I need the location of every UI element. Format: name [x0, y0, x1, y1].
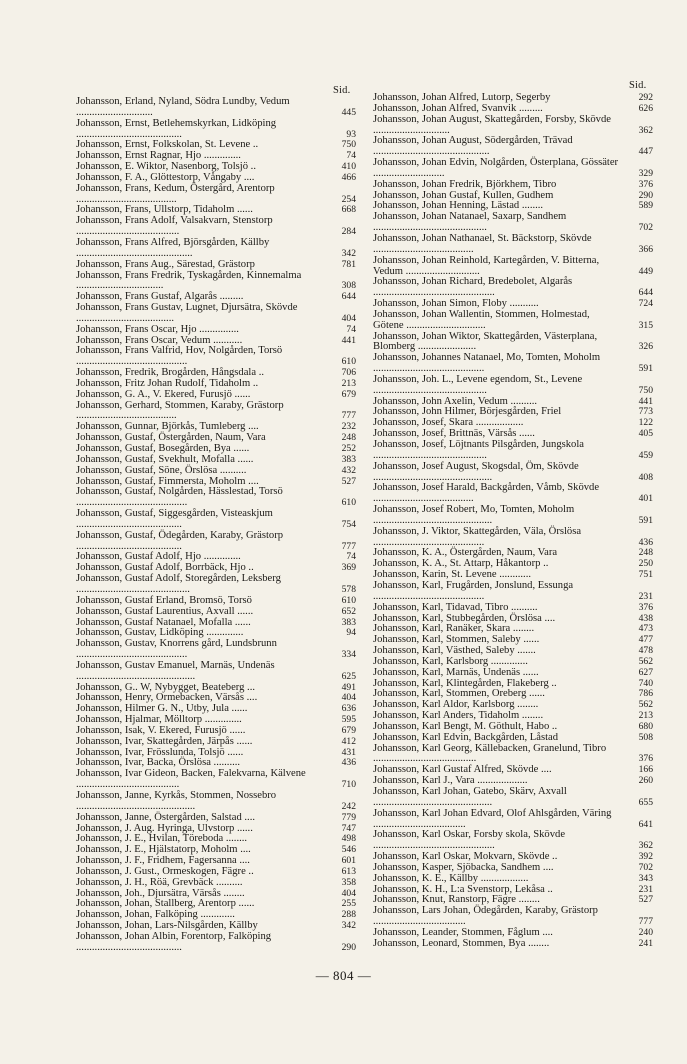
index-entry	[76, 607, 356, 618]
entry-text: Johansson, Karl Bengt, M. Göthult, Habo ..	[373, 720, 558, 732]
index-entry	[373, 603, 653, 614]
entry-text: Johansson, Frans Valfrid, Hov, Nolgården, Torsö ..........................................	[76, 345, 283, 368]
entry-page: 441	[341, 334, 356, 346]
entry-page: 342	[341, 247, 356, 259]
entry-page: 326	[638, 341, 653, 353]
entry-text: Johansson, Lars Johan, Ödegården, Karaby, Grästorp ...................................	[373, 905, 598, 928]
index-entry	[76, 184, 356, 206]
entry-page: 242	[341, 800, 356, 812]
entry-page: 626	[638, 102, 653, 114]
entry-page: 578	[341, 583, 356, 595]
entry-page: 213	[638, 710, 653, 722]
index-entry	[76, 303, 356, 325]
entry-text: Johansson, Ivar, Backa, Örslösa ..........	[76, 757, 241, 769]
entry-page: 362	[638, 124, 653, 136]
entry-page: 750	[341, 139, 356, 151]
entry-page: 334	[341, 649, 356, 661]
index-entry	[373, 332, 653, 354]
entry-text: Johansson, Ivar, Skattegården, Järpås ......	[76, 735, 253, 747]
entry-page: 595	[341, 714, 356, 726]
entry-page: 404	[341, 692, 356, 704]
entry-page: 376	[638, 601, 653, 613]
entry-page: 546	[341, 844, 356, 856]
entry-page: 405	[638, 428, 653, 440]
index-entry	[76, 487, 356, 509]
entry-text: Johansson, Joh. L., Levene egendom, St., Levene ...........................................	[373, 373, 583, 396]
index-entry	[76, 325, 356, 336]
entry-text: Johansson, J. H., Röä, Grevbäck ..........	[76, 876, 243, 888]
index-entry	[76, 531, 356, 553]
entry-text: Johansson, Karl, Västhed, Saleby .......	[373, 645, 536, 657]
entry-page: 240	[638, 926, 653, 938]
entry-text: Johansson, Gustaf Adolf, Borrbäck, Hjo ..	[76, 562, 254, 574]
entry-page: 231	[638, 883, 653, 895]
index-entry	[373, 353, 653, 375]
entry-page: 74	[346, 150, 356, 162]
entry-text: Johansson, Johan Alfred, Svanvik .........	[373, 102, 543, 114]
entry-text: Johansson, Johan, Falköping .............	[76, 909, 235, 921]
entry-text: Johansson, Gustaf, Söne, Örslösa ..........	[76, 464, 247, 476]
entry-text: Johansson, J. Gust., Ormeskogen, Fägre ..	[76, 865, 254, 877]
entry-text: Johansson, Leander, Stommen, Fåglum ....	[373, 926, 553, 938]
entry-page: 668	[341, 204, 356, 216]
entry-page: 652	[341, 605, 356, 617]
entry-text: Johansson, Johan Wiktor, Skattegården, Västerplana, Blomberg ......................	[373, 330, 598, 353]
index-entry	[373, 234, 653, 256]
entry-text: Johansson, Karl, Stommen, Oreberg ......	[373, 688, 545, 700]
index-entry	[373, 744, 653, 766]
entry-page: 408	[638, 471, 653, 483]
entry-page: 610	[341, 356, 356, 368]
entry-text: Johansson, Gustaf, Fimmersta, Moholm ....	[76, 475, 259, 487]
entry-page: 644	[341, 291, 356, 303]
index-entry	[373, 180, 653, 191]
entry-page: 250	[638, 558, 653, 570]
entry-page: 702	[638, 222, 653, 234]
entry-page: 315	[638, 319, 653, 331]
entry-text: Johansson, Ernst Ragnar, Hjo ..............	[76, 150, 241, 162]
entry-text: Johansson, Fritz Johan Rudolf, Tidaholm ..	[76, 377, 259, 389]
entry-text: Johansson, Josef, Brittnäs, Värsås ......	[373, 428, 535, 440]
index-entry	[373, 830, 653, 852]
entry-text: Johansson, J. F., Fridhem, Fagersanna ....	[76, 855, 250, 867]
entry-page: 591	[638, 363, 653, 375]
entry-page: 449	[638, 265, 653, 277]
entry-text: Johansson, Hilmer G. N., Utby, Jula ......	[76, 703, 248, 715]
entry-page: 781	[341, 258, 356, 270]
entry-text: Johansson, Johan Nathanael, St. Bäckstorp, Skövde ......................................	[373, 232, 592, 255]
entry-page: 74	[346, 551, 356, 563]
entry-text: Johansson, Gustaf, Östergården, Naum, Vara	[76, 432, 266, 444]
index-entry	[76, 97, 356, 119]
entry-text: Johansson, Karl, Klintegården, Flakeberg ..	[373, 677, 557, 689]
entry-page: 747	[341, 822, 356, 834]
entry-text: Johansson, Frans, Kedum, Östergård, Arentorp ......................................	[76, 182, 275, 205]
entry-text: Johansson, Gustaf, Nolgården, Hässlestad, Torsö ..........................................	[76, 486, 283, 509]
entry-page: 383	[341, 453, 356, 465]
entry-page: 786	[638, 688, 653, 700]
entry-text: Johansson, J. Aug. Hyringa, Ulvstorp ......	[76, 822, 253, 834]
index-entry	[76, 932, 356, 954]
entry-page: 473	[638, 623, 653, 635]
entry-text: Johansson, Frans Gustav, Lugnet, Djursätra, Skövde .....................................	[76, 302, 298, 324]
entry-text: Johansson, J. Viktor, Skattegården, Väla, Örslösa ..........................................	[373, 525, 582, 548]
index-entry	[373, 483, 653, 505]
index-entry	[76, 466, 356, 477]
entry-text: Johansson, Janne, Kyrkås, Stommen, Nossebro .............................................	[76, 790, 277, 812]
left-column	[76, 97, 356, 954]
index-entry	[373, 136, 653, 158]
entry-text: Johansson, Frans Alfred, Björsgården, Källby ............................................	[76, 236, 270, 259]
entry-page: 290	[341, 941, 356, 953]
entry-text: Johansson, G. A., V. Ekered, Furusjö ......	[76, 388, 251, 400]
entry-page: 260	[638, 775, 653, 787]
entry-text: Johansson, Karl Oskar, Forsby skola, Skövde ..............................................	[373, 829, 566, 852]
index-entry	[373, 256, 653, 278]
entry-text: Johansson, Johan, Stallberg, Arentorp ......	[76, 898, 255, 910]
index-entry	[76, 119, 356, 141]
entry-page: 627	[638, 666, 653, 678]
index-entry	[373, 375, 653, 397]
entry-page: 441	[638, 395, 653, 407]
entry-text: Johansson, Frans Oscar, Hjo ...............	[76, 323, 239, 335]
entry-page: 290	[638, 189, 653, 201]
entry-page: 404	[341, 887, 356, 899]
index-entry	[76, 737, 356, 748]
index-entry	[76, 574, 356, 596]
entry-text: Johansson, Josef August, Skogsdal, Öm, Skövde .............................................	[373, 460, 579, 483]
entry-page: 773	[638, 406, 653, 418]
entry-text: Johansson, Karl, Frugården, Jonslund, Essunga ..........................................	[373, 579, 574, 602]
index-entry	[373, 158, 653, 180]
entry-text: Johansson, Gerhard, Stommen, Karaby, Grästorp ......................................	[76, 399, 284, 422]
entry-page: 777	[341, 540, 356, 552]
entry-text: Johansson, Gustaf, Svekhult, Mofalla ......	[76, 453, 254, 465]
entry-page: 438	[638, 612, 653, 624]
entry-text: Johansson, Gunnar, Björkås, Tumleberg ....	[76, 421, 259, 433]
entry-text: Johansson, Karl, Karlsborg ..............	[373, 655, 528, 667]
right-column	[373, 93, 653, 950]
entry-text: Johansson, Gustav, Knorrens gård, Lundsbrunn ..........................................	[76, 638, 277, 661]
entry-text: Johansson, Gustaf, Bosegården, Bya ......	[76, 443, 250, 454]
entry-page: 432	[341, 464, 356, 476]
index-entry	[373, 277, 653, 299]
entry-page: 679	[341, 724, 356, 736]
entry-text: Johansson, Johan August, Södergården, Trävad ............................................	[373, 135, 573, 158]
entry-page: 679	[341, 388, 356, 400]
entry-page: 601	[341, 855, 356, 867]
entry-page: 491	[341, 681, 356, 693]
entry-page: 750	[638, 384, 653, 396]
index-entry	[373, 733, 653, 744]
entry-page: 122	[638, 417, 653, 429]
entry-text: Johansson, Karin, St. Levene ............	[373, 569, 532, 581]
page-number: — 804 —	[315, 968, 372, 983]
entry-text: Johansson, Johan, Lars-Nilsgården, Källby	[76, 920, 258, 932]
entry-text: Johansson, Karl Johan Edvard, Olof Ahlsgården, Väring ...................................	[373, 807, 612, 830]
entry-text: Johansson, Isak, V. Ekered, Furusjö ......	[76, 724, 246, 736]
index-entry	[76, 216, 356, 238]
entry-text: Johansson, Johan Richard, Bredebolet, Algarås ..............................................	[373, 276, 573, 299]
entry-page: 589	[638, 200, 653, 212]
entry-page: 288	[341, 909, 356, 921]
index-entry	[373, 440, 653, 462]
entry-page: 610	[341, 497, 356, 509]
entry-page: 459	[638, 449, 653, 461]
entry-text: Johansson, Gustaf Adolf, Storegården, Leksberg ...........................................	[76, 573, 281, 595]
entry-page: 706	[341, 367, 356, 379]
index-entry	[373, 809, 653, 831]
entry-text: Johansson, Josef Robert, Mo, Tomten, Moholm .............................................	[373, 504, 575, 526]
entry-page: 241	[638, 937, 653, 949]
entry-page: 613	[341, 865, 356, 877]
index-entry	[373, 906, 653, 928]
index-entry	[373, 212, 653, 234]
entry-page: 213	[341, 377, 356, 389]
entry-page: 252	[341, 443, 356, 454]
entry-page: 710	[341, 779, 356, 791]
index-entry	[76, 346, 356, 368]
entry-text: Johansson, John Axelin, Vedum ..........	[373, 395, 538, 407]
entry-text: Johansson, Joh., Djursätra, Värsås ........	[76, 887, 245, 899]
entry-text: Johansson, John Hilmer, Börjesgården, Friel	[373, 406, 562, 418]
entry-text: Johansson, Karl, Tidavad, Tibro ..........	[373, 601, 538, 613]
entry-text: Johansson, Johannes Natanael, Mo, Tomten, Moholm ..........................................	[373, 352, 601, 375]
entry-text: Johansson, Johan Henning, Lästad ........	[373, 200, 544, 212]
entry-text: Johansson, K. A., St. Attarp, Håkantorp ..	[373, 558, 549, 570]
entry-page: 232	[341, 421, 356, 433]
entry-text: Johansson, Johan Alfred, Lutorp, Segerby	[373, 92, 551, 103]
entry-text: Johansson, Karl Oskar, Mokvarn, Skövde ..	[373, 851, 558, 863]
entry-text: Johansson, Frans Aug., Särestad, Grästorp	[76, 258, 255, 270]
index-entry	[373, 939, 653, 950]
entry-text: Johansson, K. E., Källby ..................	[373, 872, 529, 884]
index-entry	[373, 668, 653, 679]
entry-page: 702	[638, 861, 653, 873]
entry-page: 255	[341, 898, 356, 910]
entry-page: 231	[638, 590, 653, 602]
index-entry	[76, 271, 356, 293]
index-entry	[373, 874, 653, 885]
entry-text: Johansson, Gustav Emanuel, Marnäs, Undenäs .............................................	[76, 659, 275, 682]
entry-text: Johansson, Karl, Marnäs, Undenäs ......	[373, 666, 539, 678]
entry-text: Johansson, Leonard, Stommen, Bya ........	[373, 937, 550, 949]
entry-text: Johansson, Karl, Stubbegården, Örslösa ....	[373, 612, 556, 624]
index-entry	[76, 791, 356, 813]
entry-page: 366	[638, 243, 653, 255]
entry-page: 308	[341, 280, 356, 292]
entry-page: 248	[638, 547, 653, 559]
entry-page: 641	[638, 818, 653, 830]
entry-page: 724	[638, 298, 653, 310]
entry-text: Johansson, Karl, Stommen, Saleby ......	[373, 634, 540, 646]
index-entry	[373, 115, 653, 137]
entry-page: 329	[638, 167, 653, 179]
entry-page: 248	[341, 432, 356, 444]
index-entry	[76, 769, 356, 791]
entry-page: 343	[638, 872, 653, 884]
entry-page: 412	[341, 735, 356, 747]
entry-text: Johansson, Gustaf Laurentius, Axvall ......	[76, 605, 254, 617]
index-entry	[373, 787, 653, 809]
entry-text: Johansson, Josef, Löjtnants Pilsgården, Jungskola ...........................................	[373, 439, 584, 461]
entry-text: Johansson, F. A., Glöttestorp, Vångaby ....	[76, 171, 255, 183]
entry-text: Johansson, Johan Reinhold, Kartegården, V. Bitterna, Vedum ............................	[373, 254, 600, 277]
entry-page: 445	[341, 106, 356, 118]
index-entry	[76, 260, 356, 271]
index-entry	[76, 878, 356, 889]
entry-text: Johansson, Frans, Ullstorp, Tidaholm ......	[76, 204, 253, 216]
entry-text: Johansson, K. H., L:a Svenstorp, Lekåsa ..	[373, 883, 553, 895]
entry-text: Johansson, Gustav, Lidköping ..............	[76, 627, 244, 639]
index-entry	[76, 238, 356, 260]
entry-text: Johansson, Karl, Ranäker, Skara ........	[373, 623, 535, 635]
entry-text: Johansson, Johan Gustaf, Kullen, Gudhem	[373, 189, 554, 201]
entry-text: Johansson, Johan Wallentin, Stommen, Holmestad, Götene ..............................	[373, 308, 590, 331]
entry-page: 284	[341, 226, 356, 238]
entry-text: Johansson, Ivar, Frösslunda, Tolsjö ......	[76, 746, 244, 758]
entry-page: 754	[341, 518, 356, 530]
entry-text: Johansson, Knut, Ranstorp, Fägre ........	[373, 894, 540, 906]
entry-page: 292	[638, 92, 653, 103]
entry-text: Johansson, Ernst, Folkskolan, St. Levene ..	[76, 139, 259, 151]
entry-text: Johansson, Erland, Nyland, Södra Lundby, Vedum .............................	[76, 96, 290, 118]
index-entry	[373, 505, 653, 527]
index-entry	[373, 527, 653, 549]
entry-page: 376	[638, 178, 653, 190]
entry-text: Johansson, J. E., Hvilan, Töreboda ........	[76, 833, 248, 845]
index-entry	[373, 310, 653, 332]
entry-page: 527	[638, 894, 653, 906]
entry-text: Johansson, Karl J., Vara ...................	[373, 775, 528, 787]
entry-page: 362	[638, 840, 653, 852]
entry-text: Johansson, Hjalmar, Mölltorp ..............	[76, 714, 242, 726]
entry-page: 401	[638, 493, 653, 505]
entry-text: Johansson, Frans Oscar, Vedum ...........	[76, 334, 243, 346]
entry-page: 610	[341, 594, 356, 606]
entry-page: 655	[638, 796, 653, 808]
index-entry	[373, 581, 653, 603]
entry-page: 527	[341, 475, 356, 487]
sid-header-left: Sid.	[333, 85, 351, 96]
entry-page: 562	[638, 699, 653, 711]
entry-page: 477	[638, 634, 653, 646]
entry-text: Johansson, Josef, Skara ..................	[373, 417, 524, 429]
entry-text: Johansson, G.. W, Nybygget, Beateberg ...	[76, 681, 255, 693]
entry-page: 498	[341, 833, 356, 845]
entry-text: Johansson, Karl Gustaf Alfred, Skövde ....	[373, 764, 552, 776]
entry-page: 562	[638, 655, 653, 667]
entry-page: 777	[638, 916, 653, 928]
index-entry	[76, 813, 356, 824]
entry-text: Johansson, Karl Edvin, Backgården, Låstad	[373, 731, 559, 743]
index-entry	[76, 661, 356, 683]
entry-text: Johansson, Frans Gustaf, Algarås .........	[76, 291, 244, 303]
entry-text: Johansson, Johan August, Skattegården, Forsby, Skövde .............................	[373, 113, 611, 136]
entry-text: Johansson, Johan Edvin, Nolgården, Österplana, Gössäter ...........................	[373, 157, 619, 179]
entry-page: 740	[638, 677, 653, 689]
index-entry	[373, 462, 653, 484]
entry-page: 383	[341, 616, 356, 628]
entry-text: Johansson, Johan Natanael, Saxarp, Sandhem ...........................................	[373, 211, 567, 234]
entry-text: Johansson, Gustaf, Ödegården, Karaby, Grästorp ........................................	[76, 529, 284, 552]
entry-page: 591	[638, 514, 653, 526]
entry-page: 751	[638, 569, 653, 581]
entry-page: 436	[638, 536, 653, 548]
entry-text: Johansson, Ernst, Betlehemskyrkan, Lidköping ........................................	[76, 117, 277, 140]
entry-page: 431	[341, 746, 356, 758]
entry-page: 466	[341, 171, 356, 183]
entry-text: Johansson, Karl Aldor, Karlsborg ........	[373, 699, 539, 711]
entry-text: Johansson, Gustaf, Siggesgården, Visteaskjum ........................................	[76, 508, 273, 530]
entry-page: 74	[346, 323, 356, 335]
entry-page: 636	[341, 703, 356, 715]
entry-page: 644	[638, 287, 653, 299]
entry-page: 369	[341, 562, 356, 574]
entry-text: Johansson, Janne, Östergården, Salstad ....	[76, 811, 255, 823]
entry-page: 94	[346, 627, 356, 639]
entry-text: Johansson, Ivar Gideon, Backen, Falekvarna, Kälvene .......................................	[76, 768, 306, 791]
entry-page: 625	[341, 670, 356, 682]
entry-page: 508	[638, 731, 653, 743]
entry-text: Johansson, Josef Harald, Backgården, Våmb, Skövde ......................................	[373, 482, 600, 505]
entry-text: Johansson, Gustaf Natanael, Mofalla ......	[76, 616, 251, 628]
index-entry	[76, 390, 356, 401]
entry-text: Johansson, Gustaf Erland, Bromsö, Torsö	[76, 594, 252, 606]
entry-page: 478	[638, 645, 653, 657]
entry-page: 342	[341, 920, 356, 932]
entry-page: 779	[341, 811, 356, 823]
entry-text: Johansson, Fredrik, Brogården, Hångsdala ..	[76, 367, 265, 379]
entry-text: Johansson, Gustaf Adolf, Hjo ..............	[76, 551, 241, 563]
index-entry	[76, 639, 356, 661]
entry-page: 680	[638, 720, 653, 732]
entry-text: Johansson, E. Wiktor, Nasenborg, Tolsjö ..	[76, 161, 256, 173]
entry-page: 93	[346, 128, 356, 140]
entry-text: Johansson, Karl Johan, Gatebo, Skärv, Axvall .............................................	[373, 786, 567, 808]
entry-text: Johansson, Johan Albin, Forentorp, Falköping ........................................	[76, 930, 272, 953]
entry-text: Johansson, Johan Simon, Floby ...........	[373, 298, 539, 310]
entry-text: Johansson, Frans Adolf, Valsakvarn, Stenstorp .......................................	[76, 215, 273, 238]
sid-header-right: Sid.	[629, 80, 647, 91]
entry-page: 410	[341, 161, 356, 173]
entry-page: 392	[638, 851, 653, 863]
entry-text: Johansson, K. A., Östergården, Naum, Vara	[373, 547, 558, 559]
index-entry	[76, 509, 356, 531]
entry-text: Johansson, J. E., Hjälstatorp, Moholm ....	[76, 844, 251, 856]
entry-page: 254	[341, 193, 356, 205]
entry-page: 447	[638, 146, 653, 158]
entry-text: Johansson, Frans Fredrik, Tyskagården, Kinnemalma .................................	[76, 269, 302, 292]
entry-page: 436	[341, 757, 356, 769]
entry-text: Johansson, Johan Fredrik, Björkhem, Tibro	[373, 178, 557, 190]
entry-text: Johansson, Henry, Ormebacken, Värsås ....	[76, 692, 258, 704]
entry-page: 166	[638, 764, 653, 776]
entry-text: Johansson, Karl Anders, Tidaholm ........	[373, 710, 544, 722]
index-entry	[76, 401, 356, 423]
entry-page: 358	[341, 876, 356, 888]
entry-page: 404	[341, 312, 356, 324]
entry-page: 376	[638, 753, 653, 765]
entry-text: Johansson, Kasper, Sjöbacka, Sandhem ....	[373, 861, 554, 873]
entry-page: 777	[341, 410, 356, 422]
entry-text: Johansson, Karl Georg, Källebacken, Granelund, Tibro .......................................	[373, 742, 607, 765]
